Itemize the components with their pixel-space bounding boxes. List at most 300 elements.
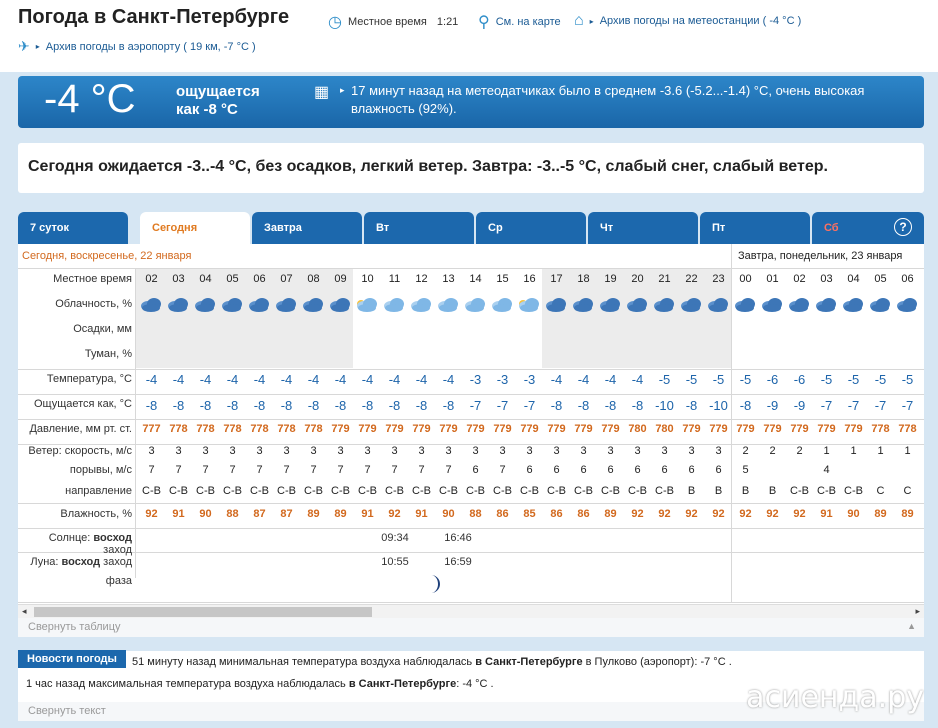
temperature-cell: -5 (739, 372, 752, 387)
hourly-table (18, 244, 924, 637)
wind-gust-cell: 7 (337, 464, 344, 476)
wind-direction-cell: С-В (844, 485, 863, 497)
wind-gust-cell: 6 (553, 464, 560, 476)
cloud-icon (814, 294, 836, 312)
feels-like-cell: -7 (820, 398, 833, 413)
humidity-cell: 91 (415, 508, 428, 520)
pressure-cell: 779 (709, 423, 728, 435)
wind-speed-cell: 3 (499, 445, 506, 457)
row-label-fog: Туман, % (84, 348, 132, 360)
feels-like-cell: -8 (631, 398, 644, 413)
row-label-humidity: Влажность, % (60, 508, 132, 520)
row-label-precip: Осадки, мм (73, 323, 132, 335)
caret-up-icon: ▲ (907, 621, 916, 631)
temperature-cell: -4 (577, 372, 590, 387)
cloud-icon (571, 294, 593, 312)
wind-gust-cell: 6 (661, 464, 668, 476)
row-divider (18, 503, 924, 504)
cloud-icon (625, 294, 647, 312)
feels-like-cell: -8 (550, 398, 563, 413)
wind-direction-cell: С-В (547, 485, 566, 497)
wind-speed-cell: 2 (769, 445, 776, 457)
airport-archive-link[interactable] (18, 38, 256, 55)
top-bar (0, 0, 938, 72)
cloud-icon (490, 294, 512, 312)
wind-speed-cell: 2 (796, 445, 803, 457)
humidity-cell: 92 (793, 508, 806, 520)
temperature-cell: -5 (820, 372, 833, 387)
table-scrollbar[interactable] (18, 604, 924, 618)
cloud-icon (382, 294, 404, 312)
clock-icon: ◷ (328, 14, 342, 31)
row-label-moon: Луна: восход заход (30, 556, 132, 568)
wind-direction-cell: С-В (250, 485, 269, 497)
cloud-icon (355, 294, 377, 312)
temperature-cell: -4 (307, 372, 320, 387)
wind-gust-cell: 7 (418, 464, 425, 476)
tab-today[interactable]: Сегодня (140, 212, 250, 244)
wind-direction-cell: С-В (520, 485, 539, 497)
wind-direction-cell: С-В (493, 485, 512, 497)
pressure-cell: 779 (466, 423, 485, 435)
humidity-cell: 90 (199, 508, 212, 520)
wind-speed-cell: 3 (148, 445, 155, 457)
hour-cell: 05 (874, 273, 887, 285)
day2-title: Завтра, понедельник, 23 января (738, 250, 903, 262)
current-temperature: -4 °C (44, 77, 136, 121)
cloud-icon (652, 294, 674, 312)
pressure-cell: 780 (655, 423, 674, 435)
cloud-icon (220, 294, 242, 312)
feels-like (176, 83, 296, 119)
wind-speed-cell: 3 (580, 445, 587, 457)
current-weather-panel (18, 76, 924, 128)
humidity-cell: 89 (901, 508, 914, 520)
wind-gust-cell: 4 (823, 464, 830, 476)
humidity-cell: 86 (496, 508, 509, 520)
row-label-phase: фаза (105, 575, 132, 587)
news-item-1 (132, 656, 732, 668)
wind-direction-cell: С-В (655, 485, 674, 497)
wind-speed-cell: 3 (175, 445, 182, 457)
temperature-cell: -4 (145, 372, 158, 387)
pressure-cell: 779 (547, 423, 566, 435)
feels-like-cell: -10 (655, 398, 674, 413)
wind-gust-cell: 7 (283, 464, 290, 476)
wind-gust-cell: 6 (688, 464, 695, 476)
news-item-2-post: : -4 °C . (456, 678, 494, 690)
news-item-2-city[interactable]: в Санкт-Петербурге (348, 678, 457, 690)
temperature-cell: -4 (388, 372, 401, 387)
humidity-cell: 90 (442, 508, 455, 520)
humidity-cell: 89 (604, 508, 617, 520)
hour-cell: 17 (550, 273, 563, 285)
cloud-icon (679, 294, 701, 312)
pressure-cell: 779 (385, 423, 404, 435)
airport-archive-text[interactable]: Архив погоды в аэропорту ( 19 км, -7 °C ) (45, 40, 256, 53)
cloud-icon (247, 294, 269, 312)
wind-direction-cell: С-В (169, 485, 188, 497)
scroll-thumb[interactable] (34, 607, 372, 617)
local-time (328, 12, 458, 32)
weather-station-icon: ⌂ (574, 12, 584, 29)
pressure-cell: 778 (304, 423, 323, 435)
feels-like-cell: -8 (145, 398, 158, 413)
feels-like-cell: -8 (253, 398, 266, 413)
hour-cell: 03 (172, 273, 185, 285)
humidity-cell: 87 (280, 508, 293, 520)
feels-like-cell: -8 (604, 398, 617, 413)
wind-gust-cell: 7 (391, 464, 398, 476)
arrow-right-icon: ▸ (340, 85, 345, 95)
row-divider (18, 369, 924, 370)
pressure-cell: 779 (601, 423, 620, 435)
pressure-cell: 779 (574, 423, 593, 435)
wind-direction-cell: С-В (223, 485, 242, 497)
pressure-cell: 779 (412, 423, 431, 435)
wind-speed-cell: 1 (823, 445, 830, 457)
hour-cell: 14 (469, 273, 482, 285)
cloud-icon (139, 294, 161, 312)
hour-cell: 15 (496, 273, 509, 285)
wind-direction-cell: В (687, 485, 696, 497)
row-divider (18, 528, 924, 529)
wind-gust-cell: 6 (580, 464, 587, 476)
wind-speed-cell: 3 (364, 445, 371, 457)
wind-speed-cell: 3 (634, 445, 641, 457)
wind-gust-cell: 5 (742, 464, 749, 476)
row-divider (18, 419, 924, 420)
hour-cell: 19 (604, 273, 617, 285)
cloud-icon (787, 294, 809, 312)
wind-direction-cell: В (768, 485, 777, 497)
hour-cell: 06 (901, 273, 914, 285)
wind-speed-cell: 1 (850, 445, 857, 457)
pressure-cell: 779 (817, 423, 836, 435)
row-label-clouds: Облачность, % (55, 298, 132, 310)
wind-speed-cell: 3 (337, 445, 344, 457)
temperature-cell: -4 (226, 372, 239, 387)
row-label-direction: направление (65, 485, 132, 497)
cloud-icon (193, 294, 215, 312)
hour-cell: 21 (658, 273, 671, 285)
humidity-cell: 92 (685, 508, 698, 520)
help-icon[interactable]: ? (894, 218, 912, 236)
humidity-cell: 92 (712, 508, 725, 520)
tab-friday[interactable]: Пт (700, 212, 810, 244)
sunset-time: 16:46 (444, 532, 472, 544)
wind-gust-cell: 6 (472, 464, 479, 476)
wind-direction-cell: С (903, 485, 912, 497)
feels-like-line1: ощущается (176, 83, 260, 100)
wind-direction-cell: С-В (331, 485, 350, 497)
page-title: Погода в Санкт-Петербурге (18, 6, 290, 28)
feels-like-cell: -8 (226, 398, 239, 413)
humidity-cell: 92 (658, 508, 671, 520)
tab-tuesday[interactable]: Вт (364, 212, 474, 244)
hour-cell: 00 (739, 273, 752, 285)
row-label-wind: Ветер: скорость, м/с (28, 445, 132, 457)
hour-cell: 23 (712, 273, 725, 285)
temperature-cell: -4 (280, 372, 293, 387)
temperature-cell: -6 (766, 372, 779, 387)
wind-direction-cell: С-В (412, 485, 431, 497)
feels-like-cell: -8 (172, 398, 185, 413)
wind-speed-cell: 3 (553, 445, 560, 457)
temperature-cell: -4 (415, 372, 428, 387)
temperature-cell: -4 (604, 372, 617, 387)
feels-like-cell: -7 (496, 398, 509, 413)
local-time-label: Местное время (347, 16, 427, 28)
humidity-cell: 92 (739, 508, 752, 520)
feels-like-cell: -8 (307, 398, 320, 413)
hour-cell: 05 (226, 273, 239, 285)
temperature-cell: -4 (334, 372, 347, 387)
pressure-cell: 778 (277, 423, 296, 435)
hour-cell: 10 (361, 273, 374, 285)
wind-direction-cell: В (714, 485, 723, 497)
hour-cell: 18 (577, 273, 590, 285)
feels-like-cell: -8 (388, 398, 401, 413)
hour-cell: 02 (145, 273, 158, 285)
cloud-icon (436, 294, 458, 312)
wind-gust-cell: 7 (445, 464, 452, 476)
humidity-cell: 89 (307, 508, 320, 520)
scroll-right-icon[interactable]: ▸ (915, 606, 920, 616)
humidity-cell: 87 (253, 508, 266, 520)
feels-like-cell: -9 (766, 398, 779, 413)
temperature-cell: -6 (793, 372, 806, 387)
hour-cell: 04 (199, 273, 212, 285)
humidity-cell: 88 (226, 508, 239, 520)
arrow-right-icon: ▸ (589, 16, 594, 26)
wind-gust-cell: 7 (148, 464, 155, 476)
feels-like-cell: -8 (199, 398, 212, 413)
pressure-cell: 779 (844, 423, 863, 435)
pressure-cell: 780 (628, 423, 647, 435)
feels-like-cell: -7 (469, 398, 482, 413)
wind-direction-cell: С-В (601, 485, 620, 497)
row-divider (18, 552, 924, 553)
humidity-cell: 90 (847, 508, 860, 520)
temperature-cell: -5 (874, 372, 887, 387)
row-label-gusts: порывы, м/с (69, 464, 132, 476)
wind-gust-cell: 6 (634, 464, 641, 476)
day1-title: Сегодня, воскресенье, 22 января (22, 250, 192, 262)
feels-like-cell: -9 (793, 398, 806, 413)
temperature-cell: -4 (442, 372, 455, 387)
feels-like-cell: -8 (685, 398, 698, 413)
wind-direction-cell: С-В (304, 485, 323, 497)
tab-thursday[interactable]: Чт (588, 212, 698, 244)
temperature-cell: -4 (172, 372, 185, 387)
row-label-sun: Солнце: восход заход (48, 532, 132, 556)
wind-gust-cell: 7 (499, 464, 506, 476)
pressure-cell: 778 (223, 423, 242, 435)
temperature-cell: -3 (469, 372, 482, 387)
cloud-icon (517, 294, 539, 312)
scroll-left-icon[interactable]: ◂ (22, 606, 27, 616)
map-link[interactable] (478, 12, 561, 32)
collapse-table-button[interactable] (18, 618, 924, 637)
feels-like-cell: -7 (847, 398, 860, 413)
arrow-right-icon: ▸ (35, 42, 40, 51)
humidity-cell: 91 (820, 508, 833, 520)
humidity-cell: 89 (874, 508, 887, 520)
building-icon: ▦ (314, 84, 330, 101)
pressure-cell: 779 (439, 423, 458, 435)
feels-like-cell: -8 (577, 398, 590, 413)
wind-direction-cell: С (876, 485, 885, 497)
news-item-1-city[interactable]: в Санкт-Петербурге (475, 656, 583, 668)
wind-gust-cell: 7 (310, 464, 317, 476)
wind-gust-cell: 7 (256, 464, 263, 476)
wind-speed-cell: 1 (904, 445, 911, 457)
wind-gust-cell: 7 (364, 464, 371, 476)
moonrise-time: 10:55 (381, 556, 409, 568)
wind-speed-cell: 3 (391, 445, 398, 457)
wind-direction-cell: С-В (466, 485, 485, 497)
wind-direction-cell: С-В (385, 485, 404, 497)
wind-direction-cell: С-В (358, 485, 377, 497)
cloud-icon (760, 294, 782, 312)
pressure-cell: 779 (763, 423, 782, 435)
cloud-icon (409, 294, 431, 312)
pressure-cell: 778 (898, 423, 917, 435)
wind-speed-cell: 1 (877, 445, 884, 457)
news-item-1-post: в Пулково (аэропорт): -7 °C . (582, 656, 732, 668)
temperature-cell: -4 (550, 372, 563, 387)
humidity-cell: 85 (523, 508, 536, 520)
tab-saturday-label: Сб (824, 222, 839, 234)
forecast-summary: Сегодня ожидается -3..-4 °C, без осадков, легкий ветер. Завтра: -3..-5 °C, слабый снег, слабый ветер. (18, 143, 924, 193)
wind-speed-cell: 3 (310, 445, 317, 457)
tab-tomorrow[interactable]: Завтра (252, 212, 362, 244)
hour-cell: 02 (793, 273, 806, 285)
wind-speed-cell: 3 (445, 445, 452, 457)
wind-speed-cell: 3 (256, 445, 263, 457)
wind-speed-cell: 3 (715, 445, 722, 457)
cloud-icon (274, 294, 296, 312)
feels-like-cell: -8 (280, 398, 293, 413)
news-item-1-pre: 51 минуту назад минимальная температура воздуха наблюдалась (132, 656, 476, 668)
map-link-text[interactable]: См. на карте (495, 16, 561, 28)
hour-cell: 20 (631, 273, 644, 285)
wind-speed-cell: 3 (526, 445, 533, 457)
temperature-cell: -5 (712, 372, 725, 387)
cloud-icon (544, 294, 566, 312)
temperature-cell: -4 (361, 372, 374, 387)
feels-like-cell: -8 (361, 398, 374, 413)
humidity-cell: 86 (577, 508, 590, 520)
news-item-2 (26, 678, 494, 690)
hour-cell: 07 (280, 273, 293, 285)
airplane-icon: ✈ (18, 38, 30, 54)
tab-wednesday[interactable]: Ср (476, 212, 586, 244)
feels-like-line2: как -8 °C (176, 101, 238, 118)
hour-cell: 13 (442, 273, 455, 285)
day-tabs (18, 212, 924, 244)
collapse-table-label: Свернуть таблицу (28, 621, 121, 633)
pressure-cell: 778 (250, 423, 269, 435)
cloud-icon (733, 294, 755, 312)
row-label-time: Местное время (53, 273, 132, 285)
hour-cell: 11 (388, 273, 401, 285)
wind-speed-cell: 3 (229, 445, 236, 457)
row-label-temp: Температура, °C (46, 373, 132, 385)
hour-cell: 04 (847, 273, 860, 285)
station-archive-link[interactable] (574, 12, 801, 30)
sensor-reading: 17 минут назад на метеодатчиках было в среднем -3.6 (-5.2...-1.4) °C, очень высокая влажность (92%). (351, 83, 865, 116)
pressure-cell: 779 (790, 423, 809, 435)
temperature-cell: -5 (685, 372, 698, 387)
station-archive-text[interactable]: Архив погоды на метеостанции ( -4 °C ) (599, 15, 802, 27)
humidity-cell: 91 (172, 508, 185, 520)
wind-speed-cell: 3 (688, 445, 695, 457)
cloud-icon (841, 294, 863, 312)
feels-like-cell: -7 (523, 398, 536, 413)
moon-phase-icon (425, 573, 443, 595)
wind-direction-cell: С-В (790, 485, 809, 497)
pressure-cell: 778 (196, 423, 215, 435)
hour-cell: 03 (820, 273, 833, 285)
temperature-cell: -4 (631, 372, 644, 387)
cloud-icon (301, 294, 323, 312)
row-divider (18, 394, 924, 395)
news-item-2-pre: 1 час назад максимальная температура воздуха наблюдалась (26, 678, 349, 690)
cloud-icon (166, 294, 188, 312)
sunrise-time: 09:34 (381, 532, 409, 544)
pressure-cell: 779 (520, 423, 539, 435)
feels-like-cell: -8 (334, 398, 347, 413)
wind-direction-cell: С-В (277, 485, 296, 497)
cloud-icon (328, 294, 350, 312)
temperature-cell: -3 (523, 372, 536, 387)
tab-saturday[interactable] (812, 212, 924, 244)
wind-gust-cell: 7 (175, 464, 182, 476)
tab-7-days[interactable]: 7 суток (18, 212, 128, 244)
wind-direction-cell: С-В (574, 485, 593, 497)
pressure-cell: 779 (358, 423, 377, 435)
collapse-text-button[interactable]: Свернуть текст (18, 702, 924, 721)
wind-speed-cell: 3 (607, 445, 614, 457)
wind-direction-cell: В (741, 485, 750, 497)
feels-like-cell: -7 (901, 398, 914, 413)
wind-direction-cell: С-В (817, 485, 836, 497)
cloud-icon (895, 294, 917, 312)
humidity-cell: 92 (631, 508, 644, 520)
hour-cell: 22 (685, 273, 698, 285)
wind-gust-cell: 6 (526, 464, 533, 476)
cloud-icon (463, 294, 485, 312)
hour-cell: 01 (766, 273, 779, 285)
wind-gust-cell: 6 (607, 464, 614, 476)
moonset-time: 16:59 (444, 556, 472, 568)
row-divider (18, 602, 924, 603)
row-divider (18, 268, 924, 269)
humidity-cell: 88 (469, 508, 482, 520)
news-tag[interactable]: Новости погоды (18, 650, 126, 668)
column-divider (135, 268, 136, 578)
pressure-cell: 779 (493, 423, 512, 435)
feels-like-cell: -8 (739, 398, 752, 413)
hour-cell: 06 (253, 273, 266, 285)
feels-like-cell: -8 (415, 398, 428, 413)
cloud-icon (868, 294, 890, 312)
pressure-cell: 779 (682, 423, 701, 435)
hour-cell: 09 (334, 273, 347, 285)
local-time-value: 1:21 (436, 16, 459, 28)
